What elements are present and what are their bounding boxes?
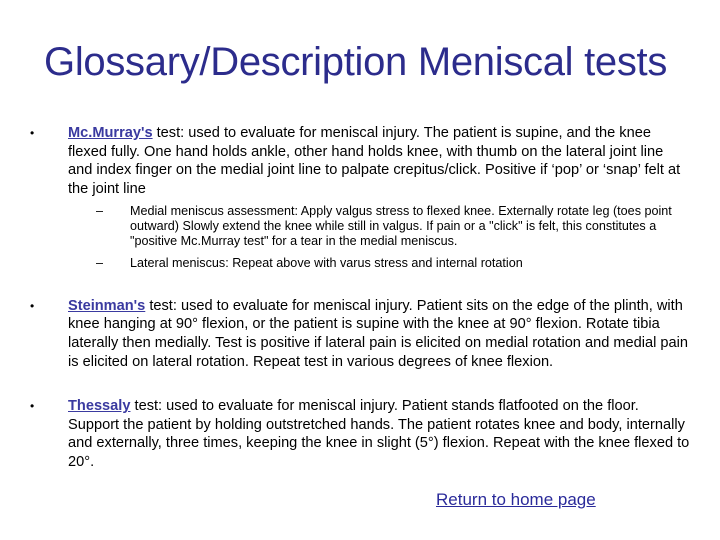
medial-meniscus-subitem xyxy=(96,204,690,248)
bullet-icon: • xyxy=(30,126,35,140)
glossary-item-thessaly xyxy=(30,397,690,471)
return-home-link[interactable]: Return to home page xyxy=(436,490,596,509)
steinman-term-link[interactable]: Steinman's xyxy=(68,297,146,314)
dash-icon: – xyxy=(96,256,104,271)
mcmurray-sublist xyxy=(68,204,690,270)
glossary-item-mcmurray xyxy=(30,124,690,271)
medial-meniscus-text: Medial meniscus assessment: Apply valgus stress to flexed knee. Externally rotate leg (toes point outward) Slowly extend the knee while still in valgus. If pain or a "click" is felt, this constitutes a "positive Mc.Murray test" for a tear in the medial meniscus. xyxy=(130,204,672,248)
slide-title: Glossary/Description Meniscal tests xyxy=(44,40,668,84)
glossary-item-steinman xyxy=(30,297,690,371)
mcmurray-description: test: used to evaluate for meniscal injury. The patient is supine, and the knee flexed fully. One hand holds ankle, other hand holds knee, with thumb on the lateral joint line and index finger on the medial joint line to palpate crepitus/click. Positive if ‘pop’ or ‘snap’ felt at the joint line xyxy=(68,125,681,197)
mcmurray-term-link[interactable]: Mc.Murray's xyxy=(68,125,153,141)
bullet-icon: • xyxy=(30,399,35,414)
thessaly-description: test: used to evaluate for meniscal injury. Patient stands flatfooted on the floor. Support the patient by holding outstretched hands. The patient rotates knee and body, internally and externally, three times, keeping the knee in slight (5°) flexion. Repeat with the knee flexed to 20°. xyxy=(68,398,690,470)
thessaly-term-link[interactable]: Thessaly xyxy=(68,398,131,415)
dash-icon: – xyxy=(96,204,104,219)
lateral-meniscus-text: Lateral meniscus: Repeat above with varus stress and internal rotation xyxy=(130,256,523,271)
lateral-meniscus-subitem xyxy=(96,256,690,271)
bullet-icon: • xyxy=(30,298,35,313)
steinman-description: test: used to evaluate for meniscal injury. Patient sits on the edge of the plinth, with knee hanging at 90° flexion, or the patient is supine with the knee at 90° flexion. Rotate tibia laterally then medially. Test is positive if lateral pain is elicited on medial rotation and medial pain is elicited on lateral rotation. Repeat test in various degrees of knee flexion. xyxy=(68,297,689,370)
glossary-list xyxy=(30,124,690,498)
